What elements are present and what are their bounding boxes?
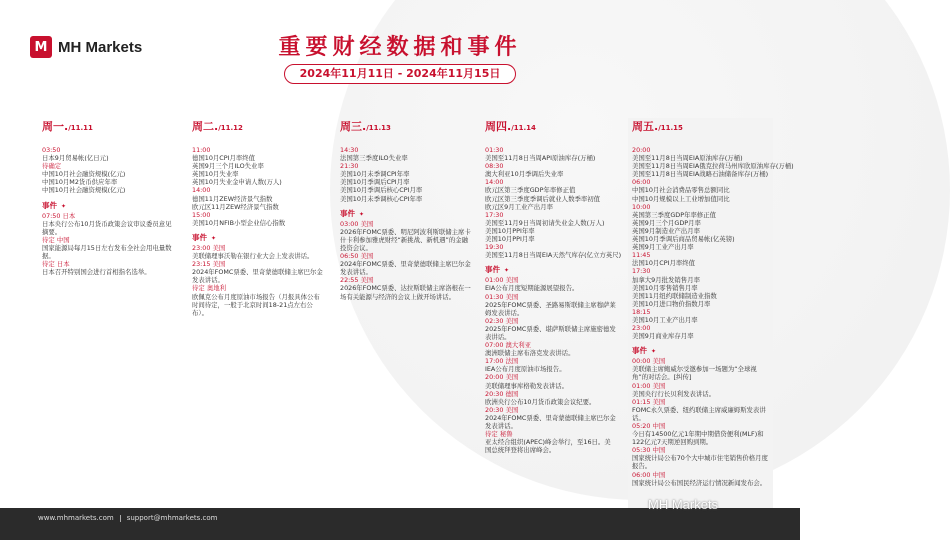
data-item: 日本9月贸易帐(亿日元): [42, 154, 109, 163]
event-item: 美联储理事沃勒在银行业大会上发表讲话。: [192, 252, 314, 261]
event-item: 美联储主席鲍威尔受邀参加一场题为“全球视角”的对话会。[纠传]: [632, 365, 757, 382]
footer-contact: [38, 514, 217, 522]
data-item: 美国9月商业库存月率: [632, 332, 694, 341]
event-time: 待定 秘鲁: [485, 430, 513, 439]
event-item: 美国央行行长贝利发表讲话。: [632, 389, 716, 398]
event-item: 日本央行公布10月货币政策会议审议委员意见摘要。: [42, 219, 172, 236]
day-name: 周三.: [340, 120, 367, 133]
data-item: 美国10月零售销售月率: [632, 283, 698, 292]
data-item: 英国10月季调后商品贸易帐(亿英镑): [632, 235, 735, 244]
data-item: 美国至11月8日当周EIA原油库存(万桶): [632, 154, 743, 163]
events-heading: 事件 ✦: [481, 264, 621, 275]
day-column-5: [628, 118, 794, 510]
data-item: 中国10月M2货币供应年率: [42, 178, 118, 187]
data-time: 待确定: [42, 162, 62, 171]
data-item: 美国10月进口物价指数月率: [632, 299, 711, 308]
data-item: 美国10月未季调CPI年率: [340, 170, 410, 179]
event-time: 待定 中国: [42, 235, 70, 244]
data-item: 英国10月失业金申请人数(万人): [192, 178, 282, 187]
event-time: 01:00 美国: [632, 381, 666, 390]
footer-website[interactable]: www.mhmarkets.com: [38, 514, 114, 522]
event-time: 05:20 中国: [632, 422, 666, 430]
data-time: 14:00: [192, 186, 211, 195]
data-item: 美国至11月8日当周EIA俄克拉荷马州库欣原油库存(万桶): [632, 162, 794, 171]
event-time: 01:00 美国: [485, 276, 519, 285]
day-date: /11.13: [366, 124, 391, 132]
day-name: 周一.: [42, 120, 69, 133]
data-item: 美国至11月8日当周EIA天然气库存(亿立方英尺): [485, 251, 622, 260]
events-heading: 事件 ✦: [38, 200, 178, 211]
day-name: 周四.: [485, 120, 512, 133]
day-date: /11.12: [218, 124, 243, 132]
data-item: 英国9月三个月GDP月率: [632, 218, 701, 227]
data-time: 17:30: [632, 267, 651, 276]
day-date: /11.11: [68, 124, 93, 132]
data-item: 英国9月三个月ILO失业率: [192, 162, 264, 171]
data-time: 18:15: [632, 307, 651, 316]
event-time: 00:00 美国: [632, 357, 666, 366]
day-column-2: [188, 118, 328, 510]
data-item: 英国9月工业产出月率: [632, 243, 694, 252]
data-time: 23:00: [632, 324, 651, 333]
day-column-1: [38, 118, 178, 510]
event-time: 06:00 中国: [632, 470, 666, 479]
event-time: 17:00 法国: [485, 357, 519, 366]
event-time: 02:30 美国: [485, 316, 519, 325]
data-time: 17:30: [485, 210, 504, 219]
data-item: 美国10月季调后CPI月率: [340, 178, 410, 187]
events-heading: 事件 ✦: [336, 208, 476, 219]
event-item: 亚太经合组织(APEC)峰会举行，至16日。美国总统拜登将出席峰会。: [485, 438, 611, 455]
data-item: 美国10月季调后核心CPI月率: [340, 186, 423, 195]
data-item: 欧元区第三季度GDP年率修正值: [485, 186, 576, 195]
data-item: 法国第三季度ILO失业率: [340, 154, 408, 163]
day-column-3: [336, 118, 476, 510]
footer-separator: [120, 515, 121, 522]
data-time: 06:00: [632, 178, 651, 187]
data-time: 10:00: [632, 202, 651, 211]
event-item: 国家统计局公布70个大中城市住宅销售价格月度报告。: [632, 454, 768, 471]
day-name: 周二.: [192, 120, 219, 133]
data-item: 美国10月NFIB小型企业信心指数: [192, 218, 286, 227]
event-item: 美联储理事库格勒发表讲话。: [485, 381, 569, 390]
data-item: 澳大利亚10月季调后失业率: [485, 170, 564, 179]
event-item: 欧佩克公布月度原油市场报告（月报具体公布时间待定，一般于北京时间18-21点左右公布）。: [192, 292, 320, 317]
data-item: 美国至11月9日当周初请失业金人数(万人): [485, 218, 605, 227]
event-time: 23:15 美国: [192, 260, 226, 269]
data-item: 加拿大9月批发销售月率: [632, 275, 700, 284]
event-item: EIA公布月度短期能源展望报告。: [485, 284, 579, 293]
event-time: 06:50 美国: [340, 252, 374, 261]
event-time: 23:00 美国: [192, 243, 226, 252]
event-time: 05:30 中国: [632, 446, 666, 455]
event-time: 03:00 美国: [340, 219, 374, 228]
data-item: 中国10月规模以上工业增加值同比: [632, 194, 730, 203]
data-time: 14:00: [485, 178, 504, 187]
event-time: 07:50 日本: [42, 211, 76, 220]
data-time: 08:30: [485, 162, 504, 171]
event-time: 待定 奥地利: [192, 284, 226, 293]
day-date: /11.15: [658, 124, 683, 132]
data-item: 英国第三季度GDP年率修正值: [632, 210, 717, 219]
event-time: 20:30 美国: [485, 405, 519, 414]
data-time: 03:50: [42, 146, 61, 154]
data-item: 美国11月纽约联储制造业指数: [632, 291, 717, 300]
data-item: 中国10月社会融资规模(亿元): [42, 170, 126, 179]
data-item: 美国至11月8日当周API原油库存(万桶): [485, 154, 596, 163]
data-item: 欧元区9月工业产出月率: [485, 202, 553, 211]
data-item: 英国10月失业率: [192, 170, 239, 179]
day-header: [481, 118, 621, 134]
event-time: 待定 日本: [42, 260, 70, 269]
watermark: MH Markets: [648, 497, 719, 512]
event-time: 01:15 美国: [632, 397, 666, 406]
data-time: 21:30: [340, 162, 359, 171]
data-item: 法国10月CPI月率终值: [632, 259, 696, 268]
data-time: 19:30: [485, 243, 504, 252]
event-item: 澳洲联储主席布洛克发表讲话。: [485, 349, 575, 358]
data-time: 01:30: [485, 146, 504, 154]
data-item: 中国10月社会融资规模(亿元): [42, 186, 126, 195]
event-time: 22:55 美国: [340, 276, 374, 285]
logo-mark-icon: M: [30, 36, 52, 58]
day-header: [628, 118, 773, 134]
event-item: 国家统计局公布国民经济运行情况新闻发布会。: [632, 478, 767, 487]
data-time: 11:00: [192, 146, 211, 154]
data-item: 美国10月未季调核心CPI年率: [340, 194, 423, 203]
footer: [0, 508, 800, 540]
event-time: 20:00 美国: [485, 373, 519, 382]
data-time: 14:30: [340, 146, 359, 154]
data-item: 美国10月PPI年率: [485, 226, 535, 235]
footer-email[interactable]: support@mhmarkets.com: [126, 514, 218, 522]
data-item: 英国9月制造业产出月率: [632, 226, 700, 235]
data-time: 20:00: [632, 146, 651, 154]
event-item: 今日有14500亿元1年期中期借贷便利(MLF)和122亿元7天期逆回购到期。: [632, 430, 764, 447]
events-heading: 事件 ✦: [628, 345, 773, 356]
page-title: 重要财经数据和事件: [278, 35, 522, 60]
data-item: 欧元区第三季度季调后就业人数季率初值: [485, 194, 601, 203]
day-name: 周五.: [632, 120, 659, 133]
day-header: [38, 118, 178, 134]
event-item: 2026年FOMC票委、明尼阿波利斯联储主席卡什卡利参加雅虎财经“新挑战、新机遇”的金融投资会议。: [340, 227, 471, 252]
event-item: IEA公布月度原油市场报告。: [485, 365, 566, 374]
event-item: FOMC永久票委、纽约联储主席威廉姆斯发表讲话。: [632, 405, 766, 422]
day-header: [188, 118, 328, 134]
event-item: 日本召开特别国会进行首相指名选举。: [42, 268, 151, 277]
day-header: [336, 118, 476, 134]
event-item: 2025年FOMC票委、堪萨斯联储主席施密德发表讲话。: [485, 324, 616, 341]
events-heading: 事件 ✦: [188, 232, 328, 243]
event-time: 20:30 德国: [485, 389, 519, 398]
data-item: 欧元区11月ZEW经济景气指数: [192, 202, 279, 211]
data-time: 11:45: [632, 251, 651, 260]
event-item: 2024年FOMC票委、里奇蒙德联储主席巴尔金发表讲话。: [340, 260, 471, 277]
event-item: 2024年FOMC票委、里奇蒙德联储主席巴尔金发表讲话。: [192, 268, 323, 285]
data-item: 美国10月PPI月率: [485, 235, 535, 244]
event-item: 2026年FOMC票委、达拉斯联储主席洛根在一场有关能源与经济的会议上做开场讲话。: [340, 284, 471, 301]
data-item: 美国至11月8日当周EIA战略石油储备库存(万桶): [632, 170, 769, 179]
date-range: 2024年11月11日 - 2024年11月15日: [284, 64, 516, 84]
data-item: 德国11月ZEW经济景气指数: [192, 194, 273, 203]
event-item: 欧洲央行公布10月货币政策会议纪要。: [485, 397, 596, 406]
week-columns: [0, 118, 800, 503]
data-item: 美国10月工业产出月率: [632, 315, 698, 324]
day-column-4: [481, 118, 621, 510]
day-date: /11.14: [511, 124, 536, 132]
event-item: 2024年FOMC票委、里奇蒙德联储主席巴尔金发表讲话。: [485, 413, 616, 430]
brand-name: MH Markets: [58, 38, 143, 56]
event-time: 01:30 美国: [485, 292, 519, 301]
data-time: 15:00: [192, 210, 211, 219]
data-item: 德国10月CPI月率终值: [192, 154, 256, 163]
event-item: 国家能源局每月15日左右发布全社会用电量数据。: [42, 243, 172, 261]
event-item: 2025年FOMC票委、圣路易斯联储主席穆萨莱姆发表讲话。: [485, 300, 616, 317]
event-time: 07:00 澳大利亚: [485, 341, 532, 350]
data-item: 中国10月社会消费品零售总额同比: [632, 186, 730, 195]
